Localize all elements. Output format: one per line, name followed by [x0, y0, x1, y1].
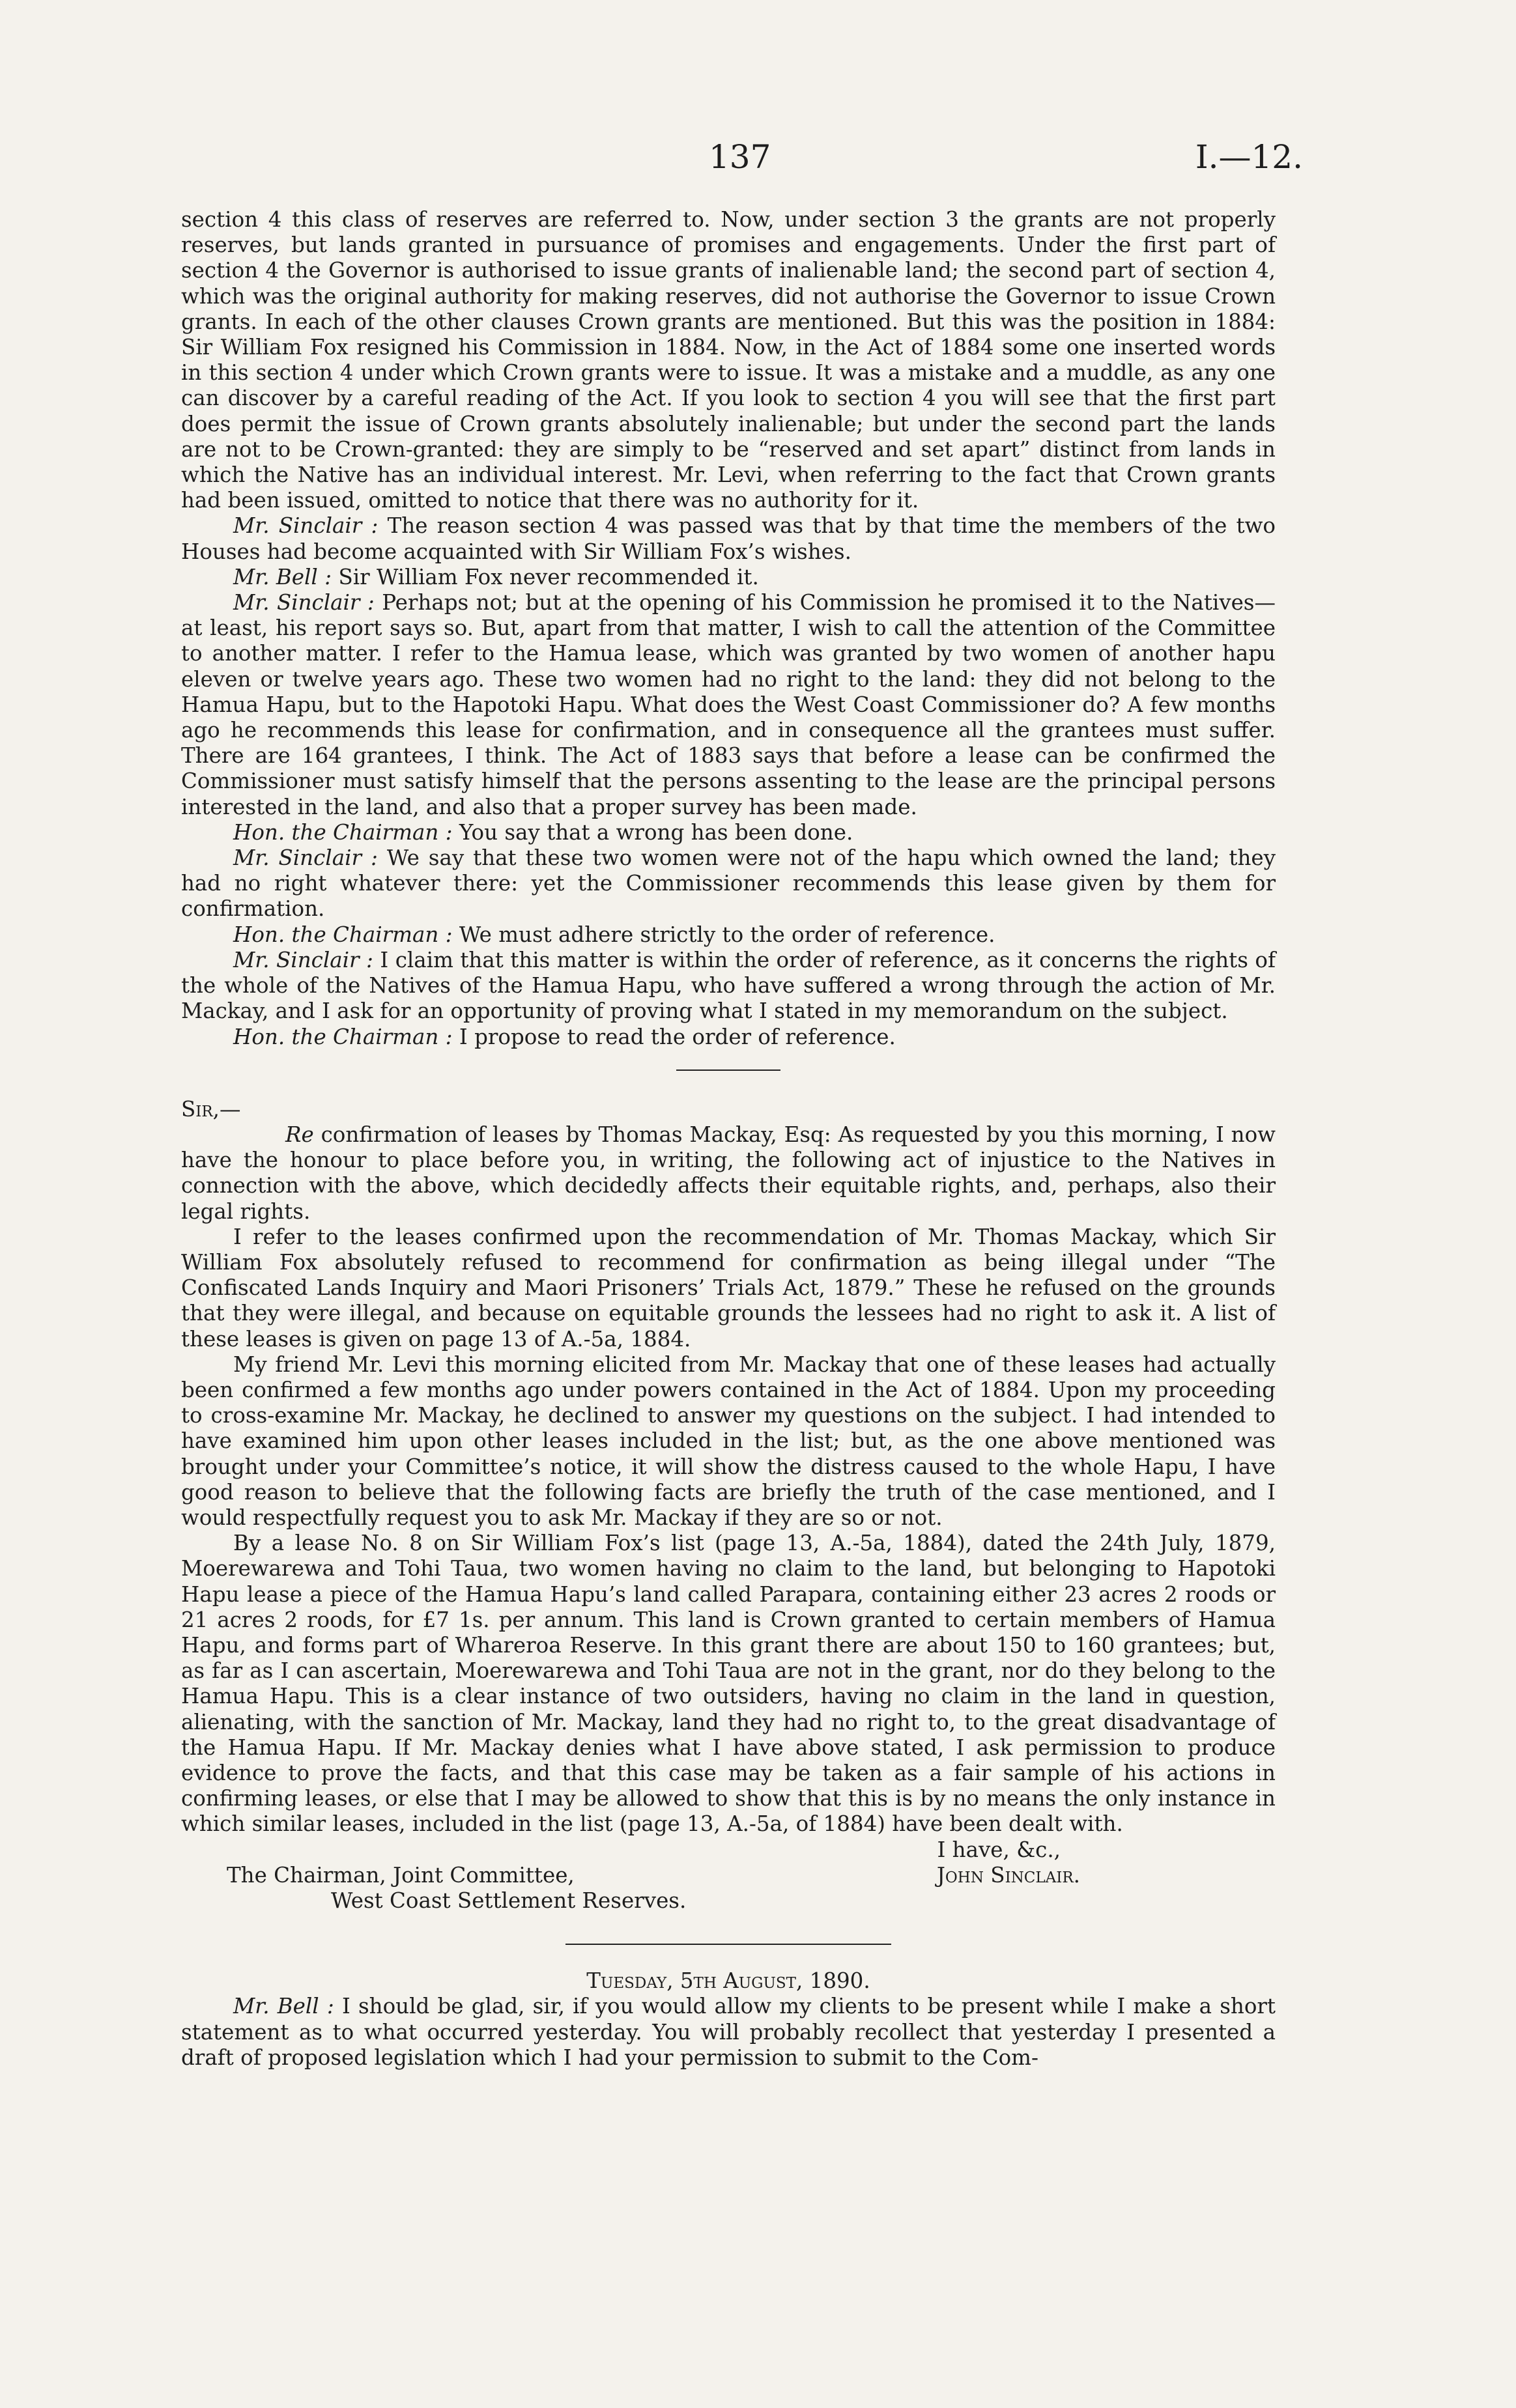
letter-paragraph: My friend Mr. Levi this morning elicited from Mr. Mackay that one of these leases had actually been confirmed a few months ago under powers contained in the Act of 1884. Upon my proceeding to cross-examine Mr. Mackay, he declined to answer my questions on the subject. I had intended to have examined him upon other leases included in the list; but, as the one above mentioned was brought under your Committee’s notice, it will show the distress caused to the whole Hapu, I have good reason to believe that the following facts are briefly the truth of the case mentioned, and I would respectfully request you to ask Mr. Mackay if they are so or not.	[181, 1352, 1276, 1530]
speaker: Hon. the Chairman :	[233, 1024, 453, 1049]
speech: You say that a wrong has been done.	[459, 819, 853, 845]
dialogue-line	[181, 1994, 1276, 2071]
speech: I should be glad, sir, if you would allow my clients to be present while I make a short statement as to what occurred yesterday. You will probably recollect that yesterday I presented a draft of proposed legislation which I had your permission to submit to the Com-	[181, 1994, 1276, 2070]
re-label: Re	[285, 1122, 314, 1147]
speaker: Mr. Bell :	[233, 564, 332, 589]
dialogue-line	[181, 565, 1276, 590]
speech: Perhaps not; but at the opening of his Commission he promised it to the Natives—at least, his report says so. But, apart from that matter, I wish to call the attention of the Committee to another matter. I refer to the Hamua lease, which was granted by two women of another hapu eleven or twelve years ago. These two women had no right to the land: they did not belong to the Hamua Hapu, but to the Hapotoki Hapu. What does the West Coast Commissioner do? A few months ago he recommends this lease for confirmation, and in consequence all the grantees must suffer. There are 164 grantees, I think. The Act of 1883 says that before a lease can be confirmed the Commissioner must satisfy himself that the persons assenting to the lease are the principal persons interested in the land, and also that a proper survey has been made.	[181, 590, 1276, 819]
opening-paragraph: section 4 this class of reserves are referred to. Now, under section 3 the grants are not properly reserves, but lands granted in pursuance of promises and engagements. Under the first part of section 4 the Governor is authorised to issue grants of inalienable land; the second part of section 4, which was the original authority for making reserves, did not authorise the Governor to issue Crown grants. In each of the other clauses Crown grants are mentioned. But this was the position in 1884: Sir William Fox resigned his Commission in 1884. Now, in the Act of 1884 some one inserted words in this section 4 under which Crown grants were to issue. It was a mistake and a muddle, as any one can discover by a careful reading of the Act. If you look to section 4 you will see that the first part does permit the issue of Crown grants absolutely inalienable; but under the second part the lands are not to be Crown-granted: they are simply to be “reserved and set apart” distinct from lands in which the Native has an individual interest. Mr. Levi, when referring to the fact that Crown grants had been issued, omitted to notice that there was no authority for it.	[181, 207, 1276, 513]
speaker: Hon. the Chairman :	[233, 922, 453, 947]
addressee-line-2: West Coast Settlement Reserves.	[331, 1888, 687, 1913]
section-divider-long	[565, 1944, 891, 1945]
speech: I propose to read the order of reference.	[459, 1024, 896, 1049]
letter-paragraph: By a lease No. 8 on Sir William Fox’s list (page 13, A.-5a, 1884), dated the 24th July, 1879, Moerewarewa and Tohi Taua, two women having no claim to the land, but belonging to Hapotoki Hapu lease a piece of the Hamua Hapu’s land called Parapara, containing either 23 acres 2 roods or 21 acres 2 roods, for £7 1s. per annum. This land is Crown granted to certain members of Hamua Hapu, and forms part of Whareroa Reserve. In this grant there are about 150 to 160 grantees; but, as far as I can ascertain, Moerewarewa and Tohi Taua are not in the grant, nor do they belong to the Hamua Hapu. This is a clear instance of two outsiders, having no claim in the land in question, alienating, with the sanction of Mr. Mackay, land they had no right to, to the great disadvantage of the Hamua Hapu. If Mr. Mackay denies what I have above stated, I ask permission to produce evidence to prove the facts, and that this case may be taken as a fair sample of his actions in confirming leases, or else that I may be allowed to show that this is by no means the only instance in which similar leases, included in the list (page 13, A.-5a, of 1884) have been dealt with.	[181, 1531, 1276, 1837]
section-divider	[676, 1069, 780, 1071]
speech: We say that these two women were not of the hapu which owned the land; they had no right whatever there: yet the Commissioner recommends this lease given by them for confirmation.	[181, 845, 1276, 922]
speaker: Mr. Sinclair :	[233, 590, 375, 616]
letter-closing: I have, &c.,	[937, 1837, 1061, 1862]
speaker: Mr. Sinclair :	[233, 947, 373, 972]
letter-paragraph	[181, 1122, 1276, 1225]
speech: We must adhere strictly to the order of reference.	[459, 922, 995, 947]
dialogue-line	[181, 590, 1276, 820]
letter-text: confirmation of leases by Thomas Mackay, Esq: As requested by you this morning, I now have the honour to place before you, in writing, the following act of injustice to the Natives in connection with the above, which decidedly affects their equitable rights, and, perhaps, also their legal rights.	[181, 1122, 1276, 1224]
signature-row	[181, 1863, 1276, 1888]
page-body	[181, 207, 1276, 2071]
page-number: 137	[709, 138, 771, 176]
dialogue-line	[181, 948, 1276, 1025]
speaker: Mr. Sinclair :	[233, 513, 379, 539]
signature: John Sinclair.	[936, 1862, 1080, 1888]
speech: The reason section 4 was passed was that by that time the members of the two Houses had become acquainted with Sir William Fox’s wishes.	[181, 513, 1276, 564]
speech: I claim that this matter is within the order of reference, as it concerns the rights of the whole of the Natives of the Hamua Hapu, who have suffered a wrong through the action of Mr. Mackay, and I ask for an opportunity of proving what I stated in my memorandum on the subject.	[181, 947, 1276, 1024]
page-header	[0, 138, 1516, 190]
addressee: The Chairman, Joint Committee,	[227, 1862, 575, 1888]
speaker: Hon. the Chairman :	[233, 819, 453, 845]
dialogue-line	[181, 820, 1276, 845]
section-date: Tuesday, 5th August, 1890.	[586, 1968, 870, 1994]
letter-salutation: Sir,—	[181, 1096, 241, 1122]
letter-paragraph: I refer to the leases confirmed upon the recommendation of Mr. Thomas Mackay, which Sir William Fox absolutely refused to recommend for confirmation as being illegal under “The Confiscated Lands Inquiry and Maori Prisoners’ Trials Act, 1879.” These he refused on the grounds that they were illegal, and because on equitable grounds the lessees had no right to ask it. A list of these leases is given on page 13 of A.-5a, 1884.	[181, 1224, 1276, 1352]
dialogue-line	[181, 922, 1276, 948]
speaker: Mr. Sinclair :	[233, 845, 378, 871]
dialogue-line	[181, 845, 1276, 922]
speech: Sir William Fox never recommended it.	[338, 564, 759, 589]
speaker: Mr. Bell :	[233, 1994, 334, 2019]
document-reference: I.—12.	[1195, 138, 1303, 176]
dialogue-line	[181, 1025, 1276, 1050]
dialogue-line	[181, 513, 1276, 564]
